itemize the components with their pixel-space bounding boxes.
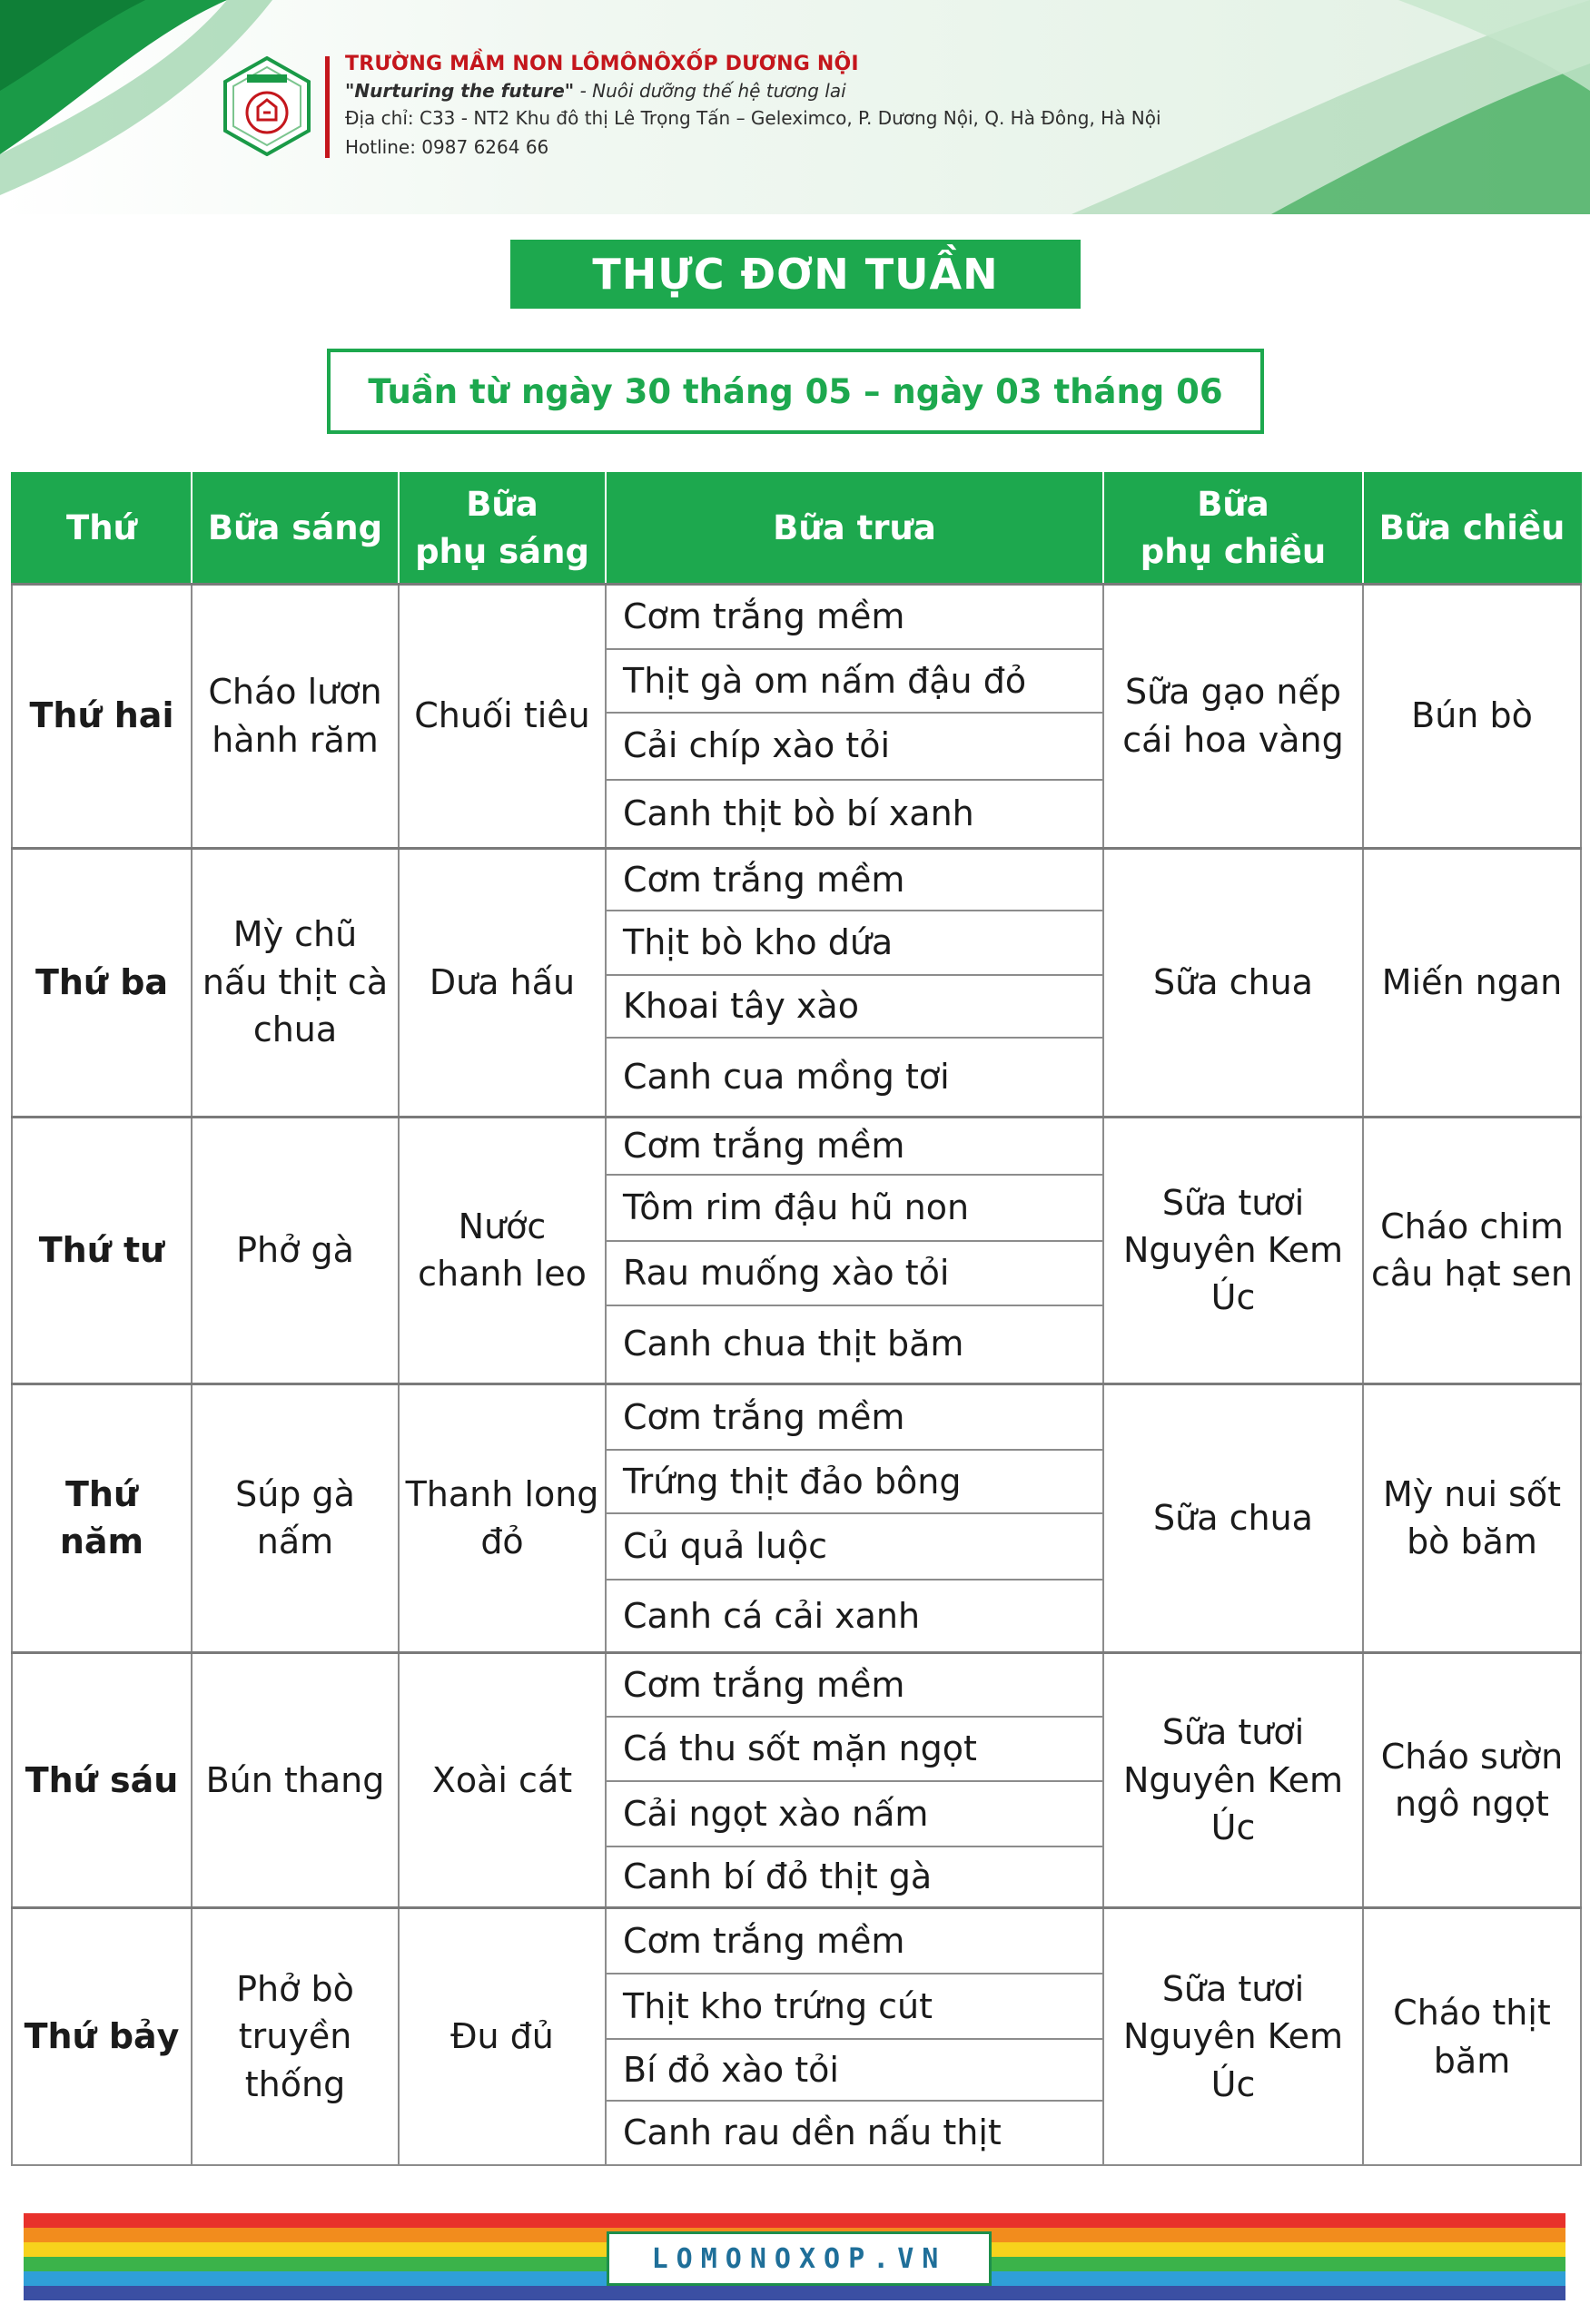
brand-name: LOMONOXOP.VN: [651, 2242, 947, 2275]
header-afternoon-snack: Bữa phụ chiều: [1103, 473, 1363, 584]
page-footer: [24, 2213, 1565, 2300]
morning-snack-cell: Dưa hấu: [399, 848, 606, 1117]
lunch-item: Cơm trắng mềm: [606, 1908, 1103, 1974]
header-divider: [325, 56, 330, 158]
day-name: Thứ ba: [12, 848, 192, 1117]
school-slogan: [345, 80, 846, 102]
slogan-vi: - Nuôi dưỡng thế hệ tương lai: [574, 80, 846, 102]
afternoon-snack-cell: Sữa chua: [1103, 1384, 1363, 1652]
school-name: TRƯỜNG MẦM NON LÔMÔNÔXỐP DƯƠNG NỘI: [345, 53, 859, 75]
table-row: [12, 1652, 1581, 1717]
lunch-item: Thịt bò kho dứa: [606, 911, 1103, 975]
brand-box: [607, 2231, 992, 2286]
afternoon-snack-cell: Sữa chua: [1103, 848, 1363, 1117]
lunch-item: Bí đỏ xào tỏi: [606, 2039, 1103, 2101]
day-name: Thứ bảy: [12, 1908, 192, 2165]
lunch-item: Cơm trắng mềm: [606, 1384, 1103, 1449]
morning-snack-cell: Chuối tiêu: [399, 584, 606, 848]
lunch-item: Tôm rim đậu hũ non: [606, 1175, 1103, 1240]
morning-snack-cell: Thanh long đỏ: [399, 1384, 606, 1652]
morning-snack-cell: Đu đủ: [399, 1908, 606, 2165]
lunch-item: Canh chua thịt băm: [606, 1305, 1103, 1384]
menu-title: THỰC ĐƠN TUẦN: [592, 250, 999, 299]
school-address: Địa chỉ: C33 - NT2 Khu đô thị Lê Trọng Tấn – Geleximco, P. Dương Nội, Q. Hà Đông, Hà Nội: [345, 107, 1161, 129]
lunch-item: Thịt kho trứng cút: [606, 1974, 1103, 2039]
breakfast-cell: Súp gà nấm: [192, 1384, 399, 1652]
table-header-row: [12, 473, 1581, 584]
lunch-item: Cơm trắng mềm: [606, 1652, 1103, 1717]
lunch-item: Canh cua mồng tơi: [606, 1038, 1103, 1117]
breakfast-cell: Cháo lươn hành răm: [192, 584, 399, 848]
breakfast-cell: Bún thang: [192, 1652, 399, 1907]
lunch-item: Cải ngọt xào nấm: [606, 1781, 1103, 1846]
dinner-cell: Mỳ nui sốt bò băm: [1363, 1384, 1581, 1652]
lunch-item: Cải chíp xào tỏi: [606, 713, 1103, 780]
school-crest-icon: [222, 56, 312, 156]
stripe: [24, 2213, 1565, 2228]
dinner-cell: Bún bò: [1363, 584, 1581, 848]
breakfast-cell: Mỳ chũ nấu thịt cà chua: [192, 848, 399, 1117]
header-morning-snack: Bữa phụ sáng: [399, 473, 606, 584]
breakfast-cell: Phở gà: [192, 1117, 399, 1384]
dinner-cell: Cháo thịt băm: [1363, 1908, 1581, 2165]
school-hotline: Hotline: 0987 6264 66: [345, 136, 549, 158]
day-name: Thứ năm: [12, 1384, 192, 1652]
lunch-item: Thịt gà om nấm đậu đỏ: [606, 649, 1103, 712]
header-lunch: Bữa trưa: [606, 473, 1103, 584]
menu-title-banner: [510, 240, 1081, 309]
lunch-item: Rau muống xào tỏi: [606, 1241, 1103, 1305]
lunch-item: Trứng thịt đảo bông: [606, 1450, 1103, 1514]
lunch-item: Canh bí đỏ thịt gà: [606, 1846, 1103, 1908]
morning-snack-cell: Nước chanh leo: [399, 1117, 606, 1384]
lunch-item: Canh cá cải xanh: [606, 1580, 1103, 1652]
lunch-item: Cơm trắng mềm: [606, 848, 1103, 911]
header-day: Thứ: [12, 473, 192, 584]
dinner-cell: Cháo chim câu hạt sen: [1363, 1117, 1581, 1384]
weekly-menu-table: [11, 472, 1582, 2166]
day-name: Thứ sáu: [12, 1652, 192, 1907]
lunch-item: Canh thịt bò bí xanh: [606, 780, 1103, 849]
table-row: [12, 584, 1581, 649]
lunch-item: Củ quả luộc: [606, 1513, 1103, 1579]
lunch-item: Cá thu sốt mặn ngọt: [606, 1717, 1103, 1781]
table-row: [12, 1384, 1581, 1449]
stripe: [24, 2286, 1565, 2300]
afternoon-snack-cell: Sữa gạo nếp cái hoa vàng: [1103, 584, 1363, 848]
lunch-item: Cơm trắng mềm: [606, 1117, 1103, 1175]
lunch-item: Cơm trắng mềm: [606, 584, 1103, 649]
dinner-cell: Miến ngan: [1363, 848, 1581, 1117]
slogan-en: "Nurturing the future": [345, 80, 575, 102]
table-row: [12, 1117, 1581, 1175]
week-range: Tuần từ ngày 30 tháng 05 – ngày 03 tháng 06: [368, 371, 1223, 411]
table-row: [12, 1908, 1581, 1974]
header-dinner: Bữa chiều: [1363, 473, 1581, 584]
afternoon-snack-cell: Sữa tươi Nguyên Kem Úc: [1103, 1117, 1363, 1384]
lunch-item: Khoai tây xào: [606, 975, 1103, 1038]
table-row: [12, 848, 1581, 911]
page-header: [0, 0, 1590, 214]
header-breakfast: Bữa sáng: [192, 473, 399, 584]
dinner-cell: Cháo sườn ngô ngọt: [1363, 1652, 1581, 1907]
afternoon-snack-cell: Sữa tươi Nguyên Kem Úc: [1103, 1652, 1363, 1907]
afternoon-snack-cell: Sữa tươi Nguyên Kem Úc: [1103, 1908, 1363, 2165]
menu-body: [12, 584, 1581, 2165]
morning-snack-cell: Xoài cát: [399, 1652, 606, 1907]
day-name: Thứ tư: [12, 1117, 192, 1384]
week-range-box: [327, 349, 1264, 434]
breakfast-cell: Phở bò truyền thống: [192, 1908, 399, 2165]
lunch-item: Canh rau dền nấu thịt: [606, 2101, 1103, 2165]
day-name: Thứ hai: [12, 584, 192, 848]
